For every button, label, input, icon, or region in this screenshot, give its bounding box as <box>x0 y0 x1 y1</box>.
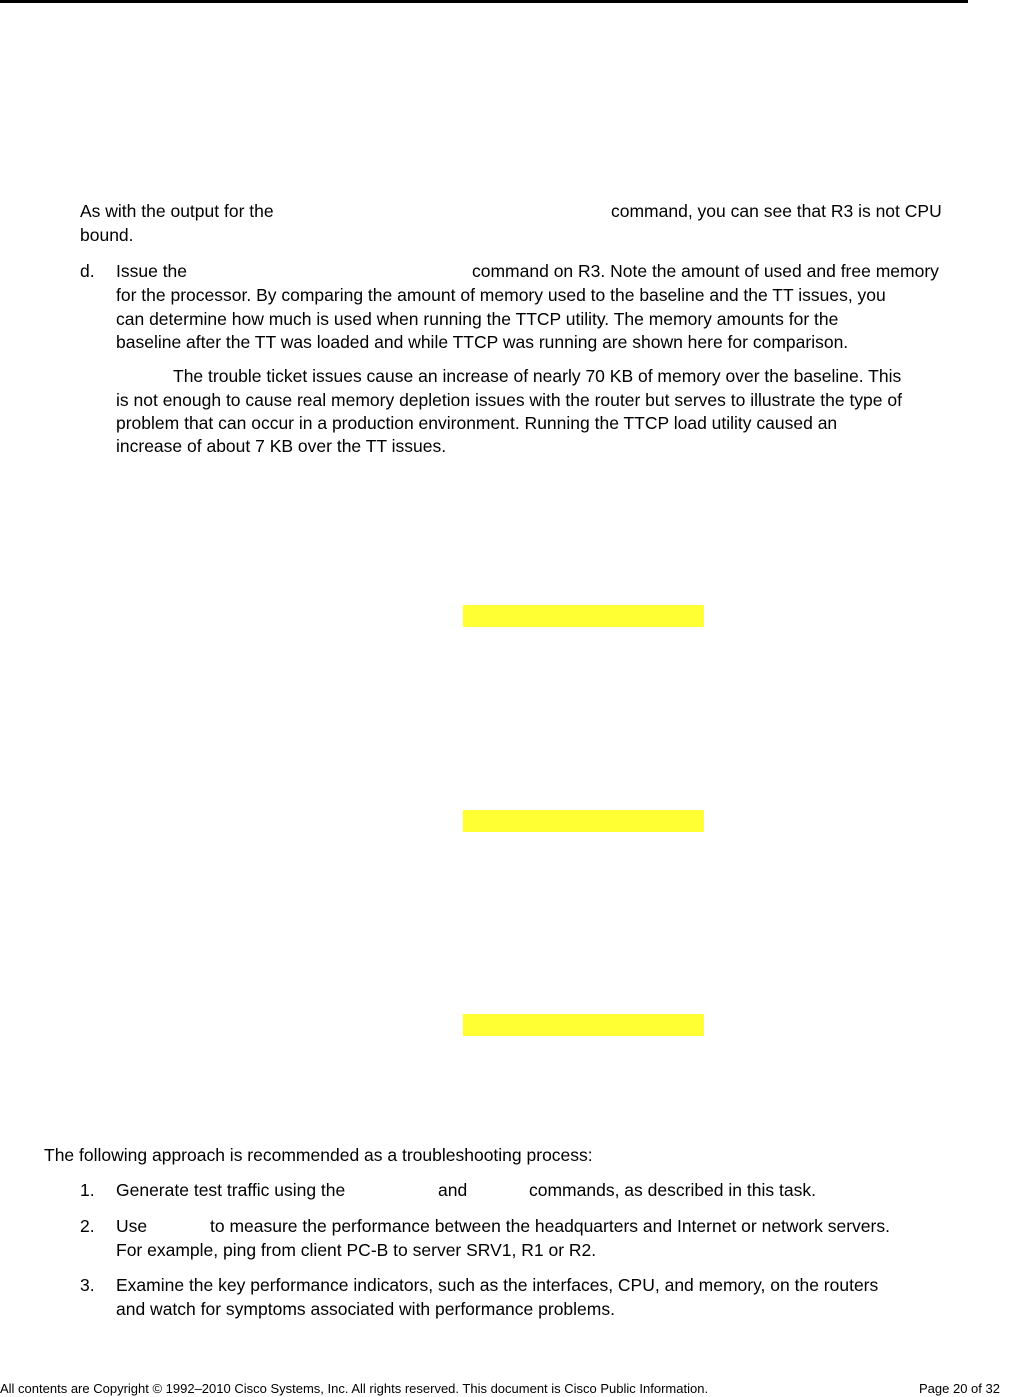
approach-item-2-line2: For example, ping from client PC-B to server SRV1, R1 or R2. <box>116 1240 597 1260</box>
note-line1: The trouble ticket issues cause an increase of nearly 70 KB of memory over the baseline. This <box>173 366 902 386</box>
approach-item-2-seg2: to measure the performance between the headquarters and Internet or network servers. <box>210 1216 890 1236</box>
note-line2: is not enough to cause real memory depletion issues with the router but serves to illustrate the type of <box>116 390 902 410</box>
approach-intro: The following approach is recommended as a troubleshooting process: <box>44 1145 593 1165</box>
ttcp-memory-highlight <box>463 1014 704 1036</box>
intro-line2: bound. <box>80 225 134 245</box>
step-d-marker: d. <box>80 261 95 281</box>
approach-item-3-line2: and watch for symptoms associated with performance problems. <box>116 1299 615 1319</box>
step-d-line3: can determine how much is used when running the TTCP utility. The memory amounts for the <box>116 309 839 329</box>
header-rule <box>0 0 968 3</box>
approach-item-1-seg3: commands, as described in this task. <box>529 1180 816 1200</box>
baseline-memory-highlight <box>463 605 704 627</box>
step-d-line2: for the processor. By comparing the amount of memory used to the baseline and the TT issues, you <box>116 285 886 305</box>
step-d-line1-post: command on R3. Note the amount of used and free memory <box>472 261 939 281</box>
approach-item-1-seg1: Generate test traffic using the <box>116 1180 346 1200</box>
approach-item-3-line1: Examine the key performance indicators, such as the interfaces, CPU, and memory, on the routers <box>116 1275 879 1295</box>
step-d-line4: baseline after the TT was loaded and while TTCP was running are shown here for comparison. <box>116 332 849 352</box>
tt-memory-highlight <box>463 810 704 832</box>
footer-copyright: All contents are Copyright © 1992–2010 Cisco Systems, Inc. All rights reserved. This document is Cisco Public Information. <box>0 1381 709 1396</box>
approach-item-1-seg2: and <box>438 1180 468 1200</box>
note-line3: problem that can occur in a production environment. Running the TTCP load utility caused an <box>116 413 838 433</box>
intro-line1-post: command, you can see that R3 is not CPU <box>611 201 942 221</box>
footer-page-number: Page 20 of 32 <box>919 1381 1000 1396</box>
note-line4: increase of about 7 KB over the TT issues. <box>116 436 447 456</box>
approach-item-1-num: 1. <box>80 1180 95 1200</box>
approach-item-2-seg1: Use <box>116 1216 148 1236</box>
intro-line1-pre: As with the output for the <box>80 201 274 221</box>
approach-item-2-num: 2. <box>80 1216 95 1236</box>
step-d-line1-pre: Issue the <box>116 261 188 281</box>
approach-item-3-num: 3. <box>80 1275 95 1295</box>
